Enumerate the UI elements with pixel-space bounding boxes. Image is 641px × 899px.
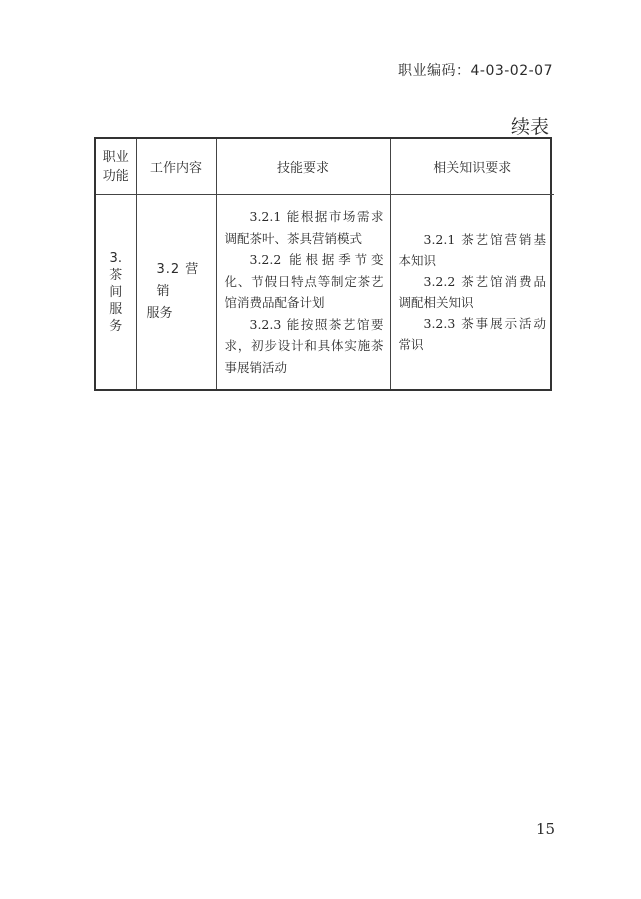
skill-item: 3.2.2 能根据季节变化、节假日特点等制定茶艺馆消费品配备计划 bbox=[224, 252, 384, 310]
function-line: 3. bbox=[109, 250, 122, 266]
function-line: 服 bbox=[109, 301, 123, 317]
knowledge-item: 3.2.1 茶艺馆营销基本知识 bbox=[398, 232, 546, 268]
header-function bbox=[96, 139, 136, 195]
knowledge-item: 3.2.3 茶事展示活动常识 bbox=[398, 316, 546, 352]
skill-requirements-cell bbox=[216, 195, 390, 390]
function-cell bbox=[96, 195, 136, 390]
skill-item: 3.2.3 能按照茶艺馆要求，初步设计和具体实施茶事展销活动 bbox=[224, 316, 384, 375]
work-content-line1: 3.2 营销 bbox=[156, 262, 200, 299]
knowledge-requirements-cell bbox=[390, 195, 554, 390]
skills-table bbox=[94, 137, 552, 391]
function-line: 茶 bbox=[109, 267, 123, 283]
page-number: 15 bbox=[536, 820, 556, 838]
work-content-cell bbox=[136, 195, 216, 390]
occupation-code: 职业编码：4-03-02-07 bbox=[397, 63, 553, 79]
knowledge-item: 3.2.2 茶艺馆消费品调配相关知识 bbox=[398, 274, 546, 310]
header-skill-requirements: 技能要求 bbox=[216, 139, 390, 195]
table-row bbox=[96, 195, 554, 390]
header-function-line1: 职业 bbox=[102, 149, 129, 165]
header-knowledge-requirements: 相关知识要求 bbox=[390, 139, 554, 195]
continued-label: 续表 bbox=[510, 116, 549, 138]
header-function-line2: 功能 bbox=[102, 168, 129, 184]
function-line: 务 bbox=[109, 318, 123, 334]
header-work-content: 工作内容 bbox=[136, 139, 216, 195]
work-content-line2: 服务 bbox=[146, 306, 173, 321]
function-line: 间 bbox=[109, 284, 123, 300]
table-header-row bbox=[96, 139, 554, 195]
skill-item: 3.2.1 能根据市场需求调配茶叶、茶具营销模式 bbox=[224, 209, 384, 246]
